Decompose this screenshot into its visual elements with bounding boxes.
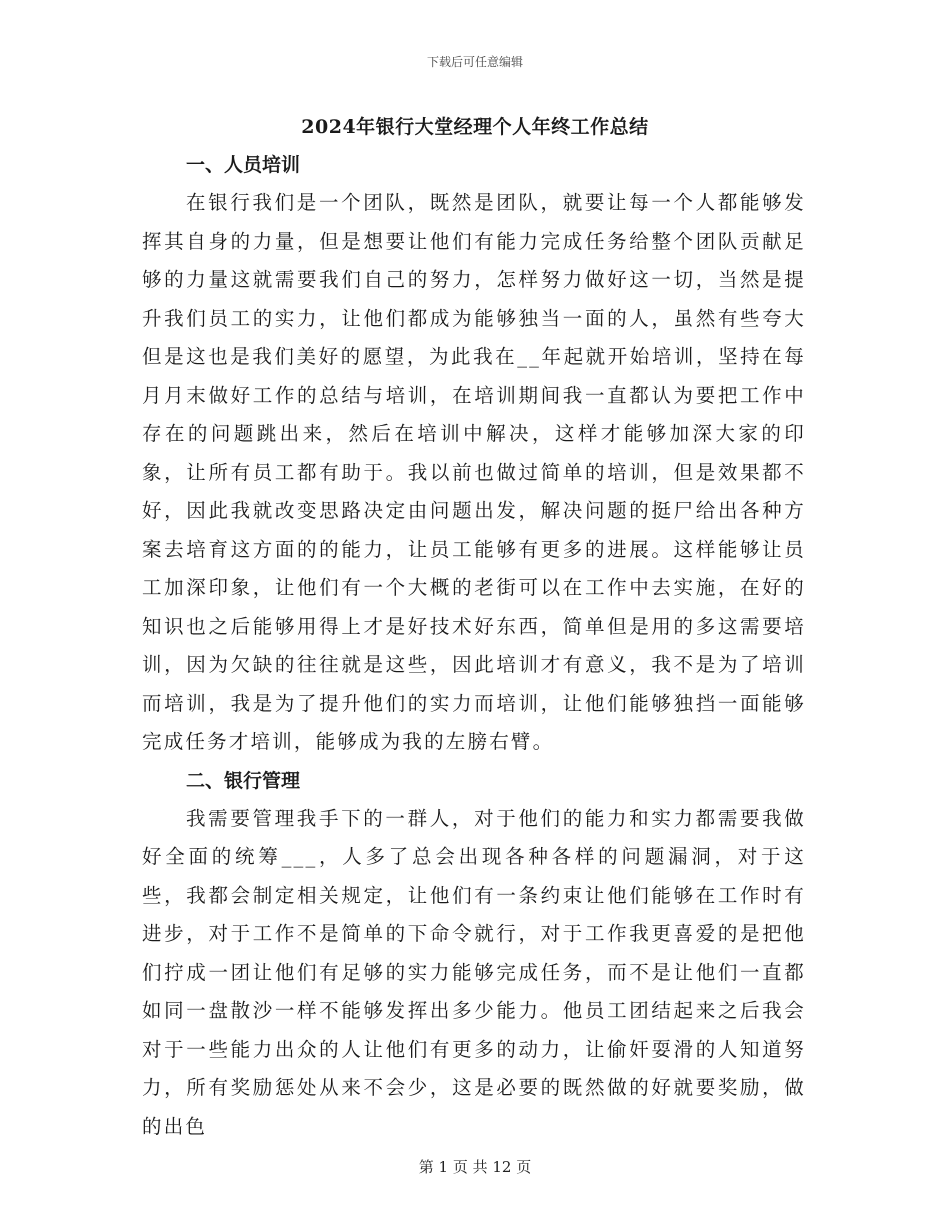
section-heading: 一、人员培训 — [186, 154, 301, 176]
page-number: 第 1 页 共 12 页 — [418, 1158, 532, 1176]
section-heading: 二、银行管理 — [186, 769, 301, 792]
document-body — [142, 146, 806, 1146]
section-personnel-training — [142, 146, 806, 762]
section-paragraph: 我需要管理我手下的一群人，对于他们的能力和实力都需要我做好全面的统筹___，人多了总会出现各种各样的问题漏洞，对于这些，我都会制定相关规定，让他们有一条约束让他们能够在工作时有进步，对于工作不是简单的下命令就行，对于工作我更喜爱的是把他们拧成一团让他们有足够的实力能够完成任务，而不是让他们一直都如同一盘散沙一样不能够发挥出多少能力。他员工团结起来之后我会对于一些能力出众的人让他们有更多的动力，让偷奸耍滑的人知道努力，所有奖励惩处从来不会少，这是必要的既然做的好就要奖励，做的出色 — [142, 806, 806, 1138]
document-title: 2024年银行大堂经理个人年终工作总结 — [301, 116, 649, 138]
section-paragraph: 在银行我们是一个团队，既然是团队，就要让每一个人都能够发挥其自身的力量，但是想要让他们有能力完成任务给整个团队贡献足够的力量这就需要我们自己的努力，怎样努力做好这一切，当然是提升我们员工的实力，让他们都成为能够独当一面的人，虽然有些夸大但是这也是我们美好的愿望，为此我在__年起就开始培训，坚持在每月月末做好工作的总结与培训，在培训期间我一直都认为要把工作中存在的问题跳出来，然后在培训中解决，这样才能够加深大家的印象，让所有员工都有助于。我以前也做过简单的培训，但是效果都不好，因此我就改变思路决定由问题出发，解决问题的挺尸给出各种方案去培育这方面的的能力，让员工能够有更多的进展。这样能够让员工加深印象，让他们有一个大概的老街可以在工作中去实施，在好的知识也之后能够用得上才是好技术好东西，简单但是用的多这需要培训，因为欠缺的往往就是这些，因此培训才有意义，我不是为了培训而培训，我是为了提升他们的实力而培训，让他们能够独挡一面能够完成任务才培训，能够成为我的左膀右臂。 — [142, 191, 806, 753]
section-bank-management — [142, 762, 806, 1147]
page-header-note: 下载后可任意编辑 — [426, 55, 523, 69]
